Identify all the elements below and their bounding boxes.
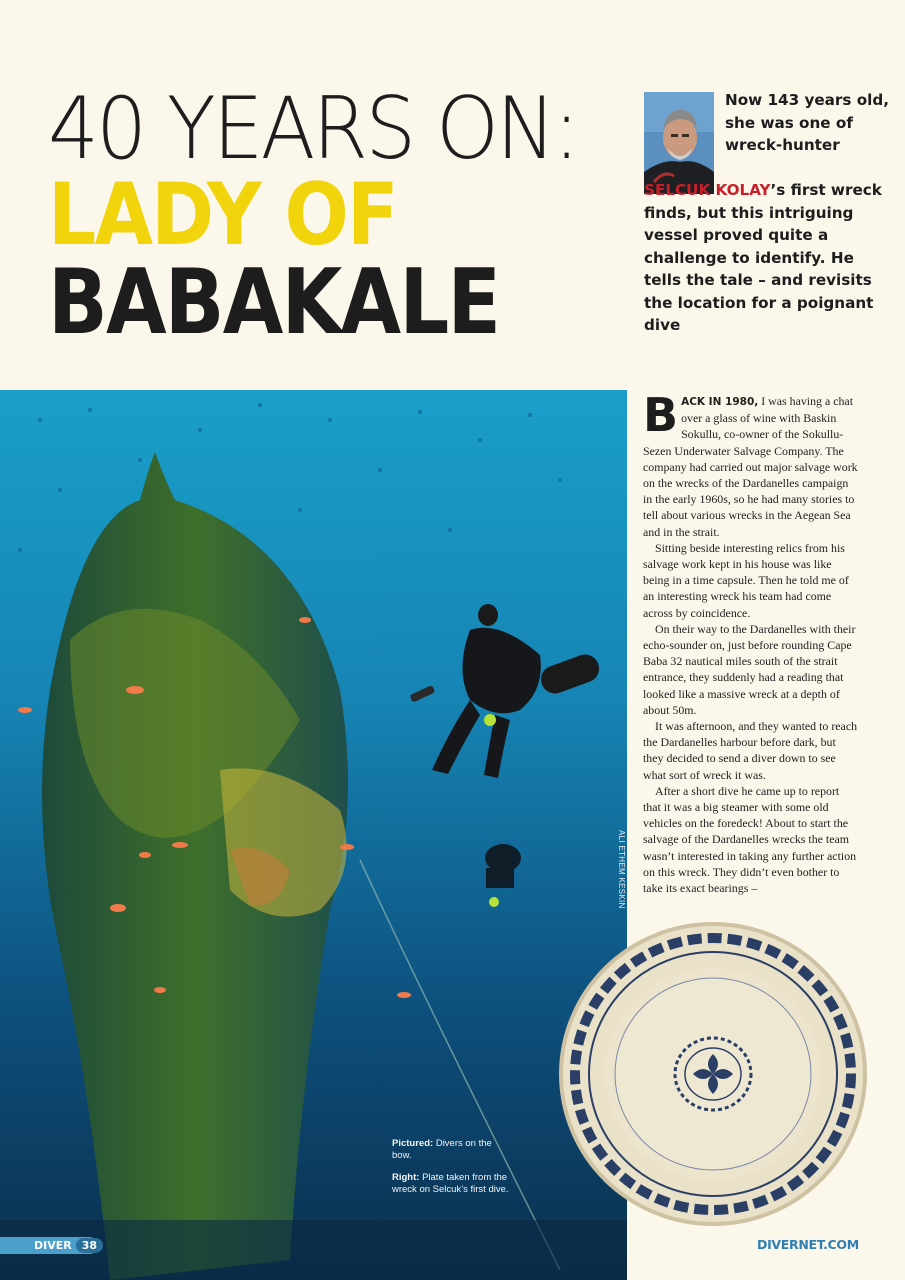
caption-pictured-text: Divers on the bow. <box>392 1138 492 1161</box>
headline-line-2: LADY OF <box>48 165 397 265</box>
plate-image <box>556 918 870 1230</box>
website-link[interactable]: DIVERNET.COM <box>757 1237 859 1252</box>
standfirst-part-2 <box>644 179 894 337</box>
caption-pictured <box>392 1138 512 1162</box>
article-paragraph: On their way to the Dardanelles with their echo-sounder on, just before rounding Cape Baba 32 nautical miles south of the strait entrance, they suddenly had a reading that looked like a massive wreck at a depth of about 50m. <box>643 621 856 717</box>
headline-line-3: BABAKALE <box>48 250 500 355</box>
standfirst-part-1: Now 143 years old, she was one of wreck-hunter <box>725 91 889 154</box>
article-paragraph <box>643 388 859 540</box>
caption-pictured-label: Pictured: <box>392 1138 434 1149</box>
article-paragraph: It was afternoon, and they wanted to reach the Dardanelles harbour before dark, but they decided to send a diver down to see what sort of wreck it was. <box>643 719 858 782</box>
magazine-name: DIVER <box>34 1239 72 1252</box>
page-number: 38 <box>76 1238 103 1253</box>
headline-line-1: 40 YEARS ON: <box>48 79 578 179</box>
drop-cap: B <box>643 388 679 442</box>
page-folio <box>0 1237 98 1254</box>
wreck-photo-image <box>0 390 627 1280</box>
photo-credit: ALI ETHEM KESKIN <box>617 830 626 909</box>
caption-right <box>392 1172 512 1196</box>
article-paragraph: After a short dive he came up to report that it was a big steamer with some old vehicles on the foredeck! About to start the salvage of the Dardanelles wrecks the team wasn’t interested in taking any further action on this wreck. They didn’t even bother to take its exact bearings – <box>643 783 857 896</box>
caption-right-label: Right: <box>392 1172 420 1183</box>
lead-in: ACK IN 1980, <box>681 396 759 408</box>
article-paragraph: Sitting beside interesting relics from his salvage work kept in his house was like being in a time capsule. Then he told me of an interesting wreck his team had come across by coincidence. <box>643 540 849 620</box>
article-body <box>643 388 859 896</box>
standfirst-continuation: ’s first wreck finds, but this intriguing vessel proved quite a challenge to identify. He tells the tale – and revisits the location for a poignant dive <box>644 181 882 334</box>
paragraph-text: I was having a chat over a glass of wine with Baskin Sokullu, co-owner of the Sokullu-Sezen Underwater Salvage Company. The company had carried out major salvage work on the wrecks of the Dardanelles campaign in the early 1960s, so he had many stories to tell about various wrecks in the Aegean Sea and in the strait. <box>643 394 858 539</box>
wreck-photo <box>0 390 627 1280</box>
caption-right-text: Plate taken from the wreck on Selcuk’s first dive. <box>392 1172 509 1195</box>
photo-captions <box>392 1138 512 1206</box>
author-name: SELCUK KOLAY <box>644 181 771 199</box>
plate-photo <box>556 918 870 1230</box>
